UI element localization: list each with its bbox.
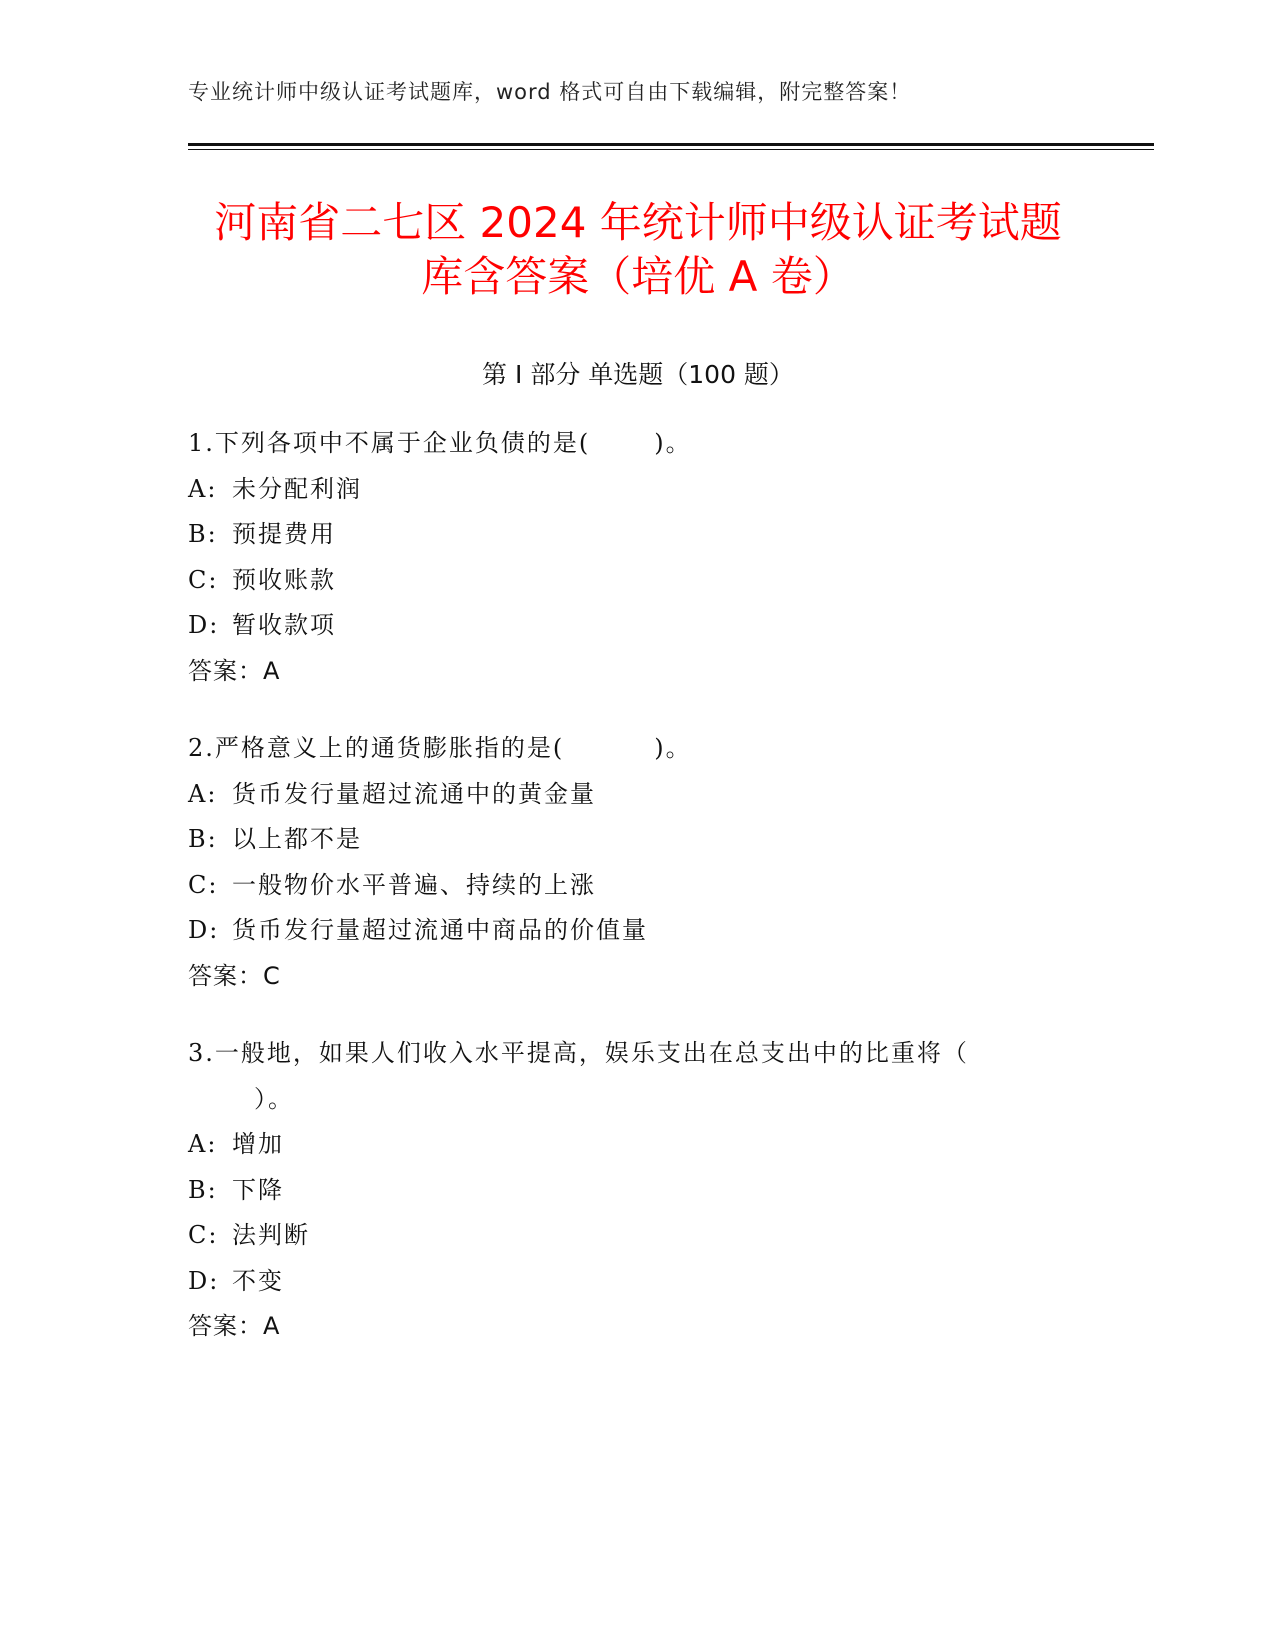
header-note: 专业统计师中级认证考试题库，word 格式可自由下载编辑，附完整答案！	[188, 80, 912, 104]
option-text: 货币发行量超过流通中的黄金量	[232, 779, 596, 808]
question-stem	[188, 421, 1068, 467]
option-d	[188, 908, 1068, 954]
option-text: 下降	[232, 1175, 284, 1204]
section-heading: 第 I 部分 单选题（100 题）	[482, 360, 794, 389]
option-text: 不变	[232, 1266, 284, 1295]
option-text: 法判断	[232, 1221, 310, 1249]
option-b	[188, 1168, 1068, 1214]
option-letter: C:	[188, 565, 219, 594]
option-letter: D:	[188, 916, 220, 944]
option-text: 增加	[232, 1130, 284, 1158]
question-3	[188, 1031, 1068, 1350]
answer-line: 答案：A	[188, 656, 281, 685]
question-stem-continued	[188, 1077, 1068, 1123]
question-stem-end: )。	[654, 429, 692, 457]
option-text: 暂收款项	[232, 611, 336, 639]
option-d	[188, 603, 1068, 649]
option-c	[188, 1213, 1068, 1259]
document-title-line-2: 库含答案（培优 A 卷）	[421, 252, 855, 301]
option-letter: C:	[188, 870, 219, 899]
question-stem	[188, 726, 1068, 772]
question-stem-start: 2.严格意义上的通货膨胀指的是(	[188, 734, 565, 762]
answer-line: 答案：C	[188, 961, 281, 990]
document-title-line-1: 河南省二七区 2024 年统计师中级认证考试题	[214, 198, 1062, 247]
option-text: 预提费用	[232, 520, 336, 548]
option-c	[188, 558, 1068, 604]
option-b	[188, 817, 1068, 863]
option-b	[188, 512, 1068, 558]
option-letter: D:	[188, 611, 220, 639]
question-2	[188, 726, 1068, 999]
option-c	[188, 863, 1068, 909]
option-letter: B:	[188, 520, 218, 548]
option-text: 货币发行量超过流通中商品的价值量	[232, 916, 648, 944]
question-stem	[188, 1031, 1068, 1077]
option-letter: A:	[188, 779, 218, 808]
question-stem-start: 3.一般地，如果人们收入水平提高，娱乐支出在总支出中的比重将（	[188, 1039, 969, 1067]
option-a	[188, 772, 1068, 818]
option-text: 预收账款	[232, 565, 336, 594]
option-letter: A:	[188, 474, 218, 503]
option-letter: B:	[188, 825, 218, 853]
answer-line: 答案：A	[188, 1312, 281, 1340]
option-letter: D:	[188, 1266, 220, 1295]
question-1	[188, 421, 1068, 694]
option-a	[188, 467, 1068, 513]
option-text: 一般物价水平普遍、持续的上涨	[232, 870, 596, 899]
document-title	[188, 196, 1088, 304]
option-a	[188, 1122, 1068, 1168]
option-letter: A:	[188, 1130, 218, 1158]
option-d	[188, 1259, 1068, 1305]
question-stem-start: 1.下列各项中不属于企业负债的是(	[188, 429, 591, 457]
header-rule-thin	[188, 149, 1154, 150]
question-stem-end: )。	[654, 734, 692, 762]
question-stem-end: ）。	[254, 1084, 294, 1113]
option-text: 未分配利润	[232, 474, 362, 503]
header-rule-thick	[188, 143, 1154, 146]
option-letter: C:	[188, 1221, 219, 1249]
option-text: 以上都不是	[232, 825, 362, 853]
option-letter: B:	[188, 1175, 218, 1204]
